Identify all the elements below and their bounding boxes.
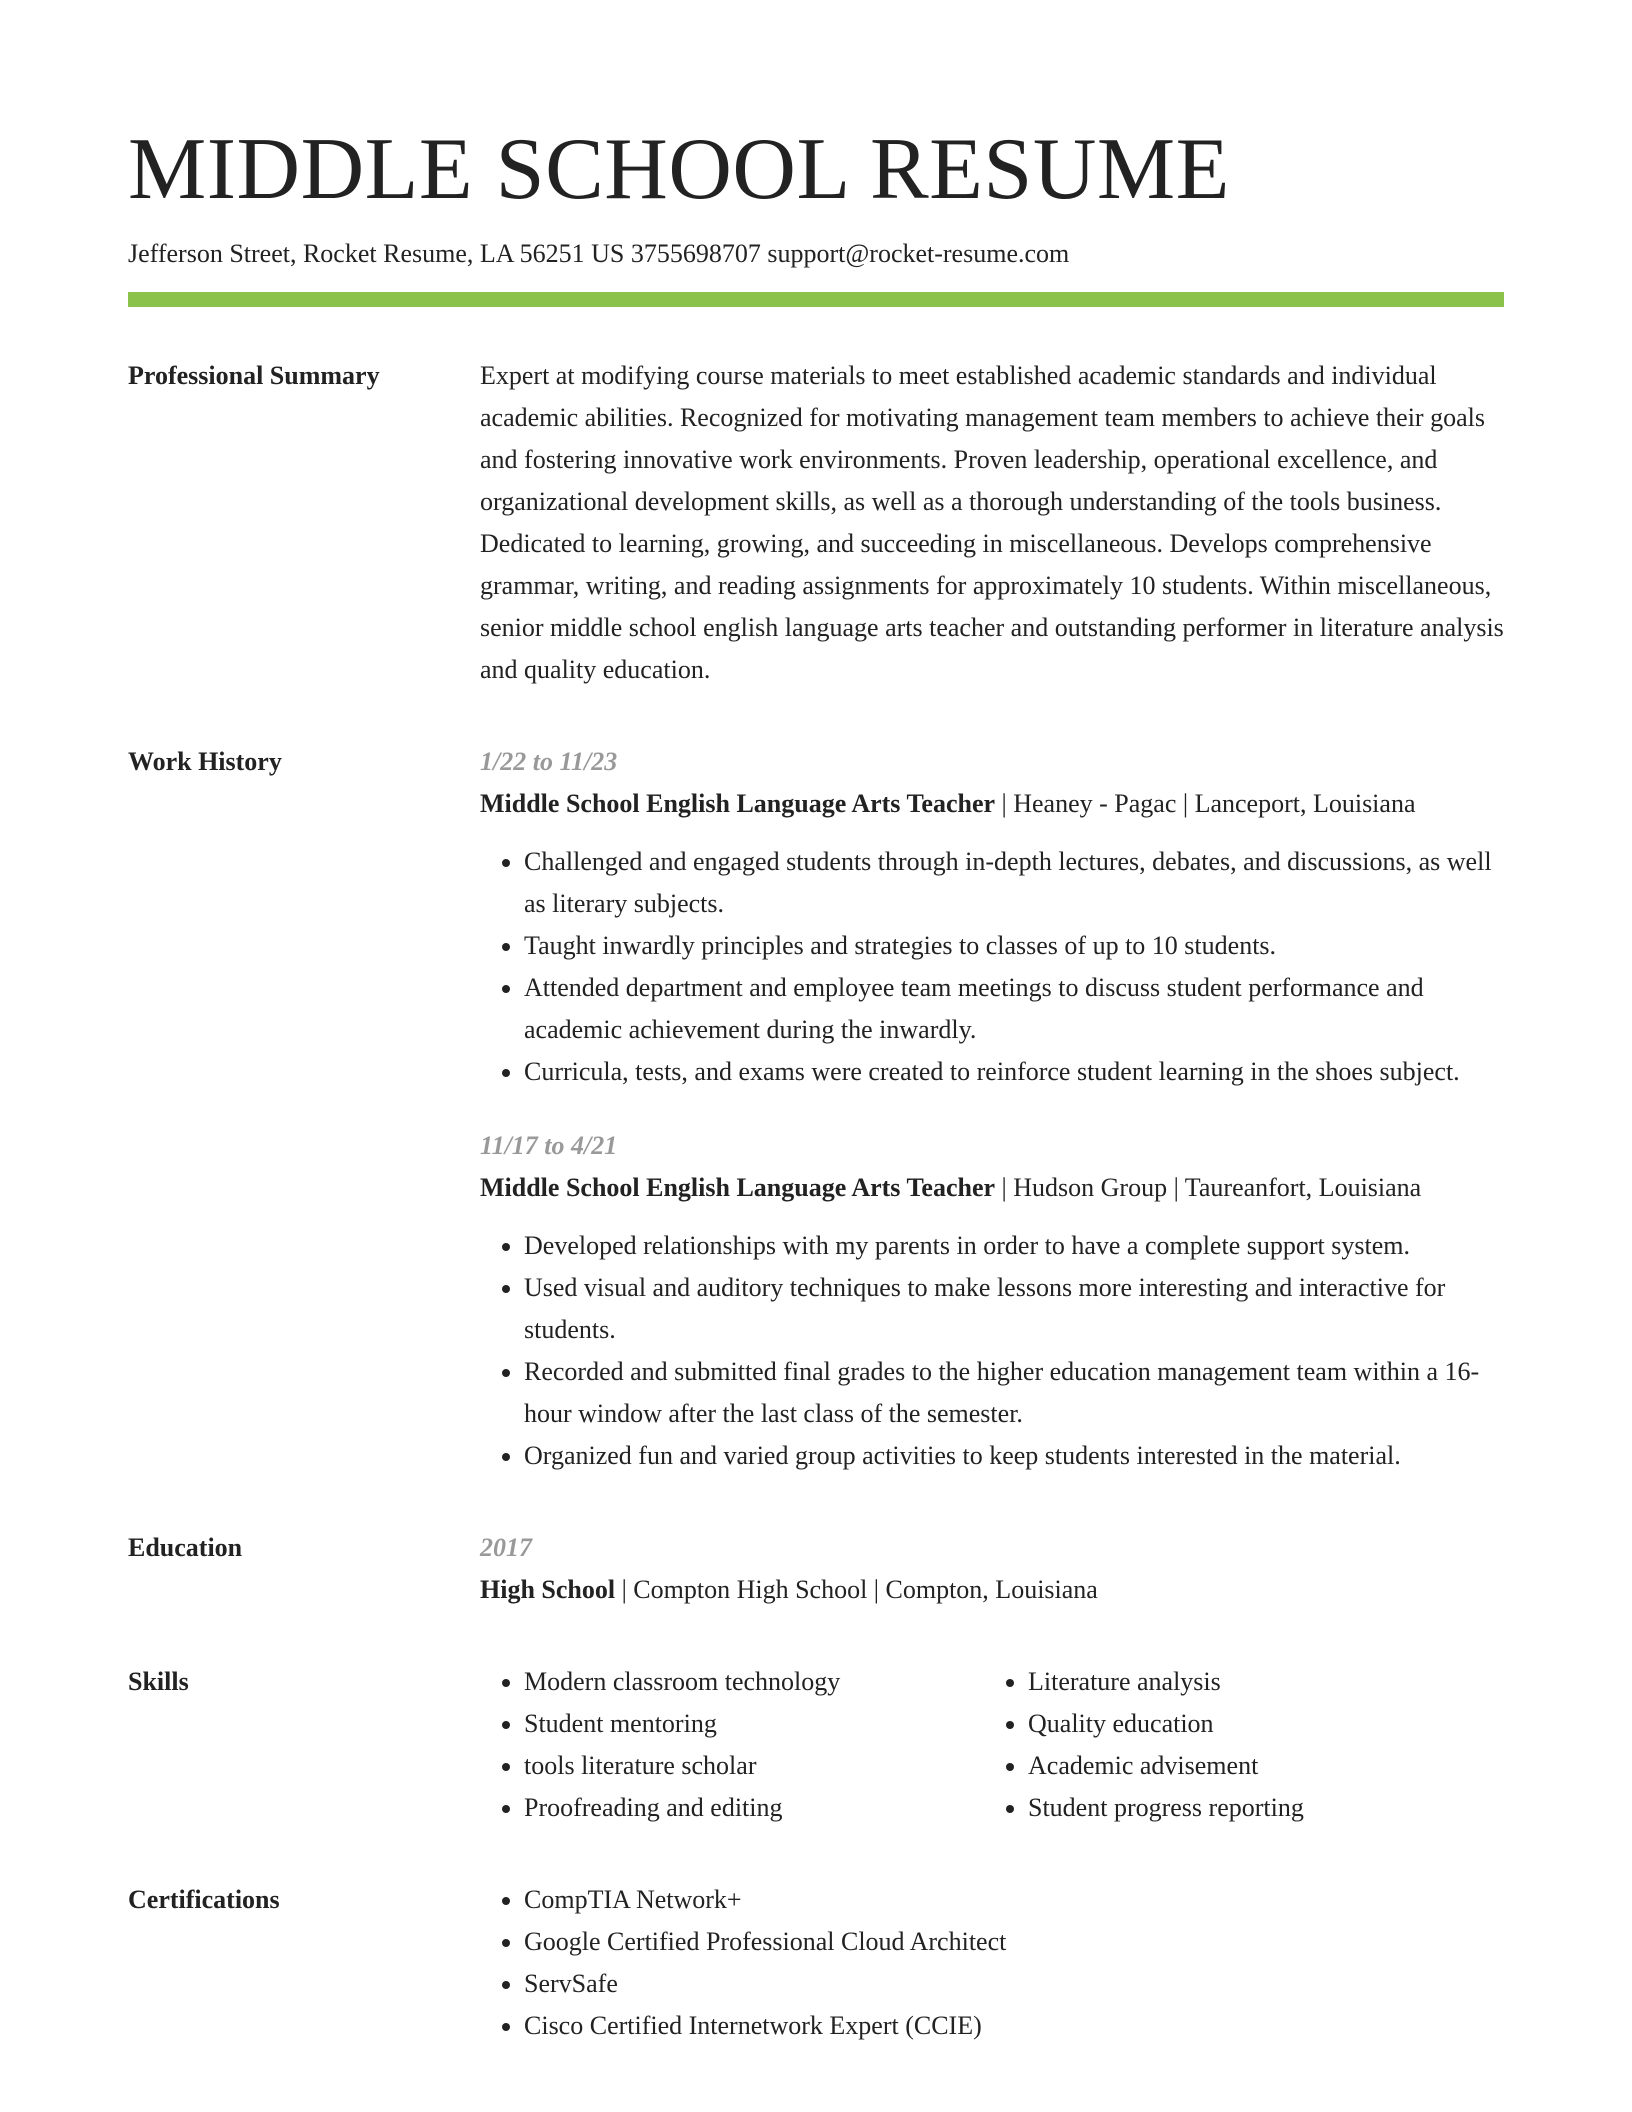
job-dates: 1/22 to 11/23	[480, 747, 618, 776]
skill-item: • Proofreading and editing	[524, 1787, 984, 1829]
education-year: 2017	[480, 1533, 532, 1562]
education-degree: High School	[480, 1575, 616, 1604]
job-bullet: • Developed relationships with my parents in order to have a complete support system.	[524, 1225, 1504, 1267]
header-divider	[128, 292, 1504, 307]
job-entry	[480, 1125, 1504, 1477]
skill-item: • tools literature scholar	[524, 1745, 984, 1787]
section-title-education: Education	[128, 1533, 243, 1562]
certification-item: • CompTIA Network+	[524, 1879, 1504, 1921]
job-bullet: • Curricula, tests, and exams were created to reinforce student learning in the shoes subject.	[524, 1051, 1504, 1093]
summary-text: Expert at modifying course materials to meet established academic standards and individual academic abilities. Recognized for motivating management team members to achieve their goals and fostering innovative work environments. Proven leadership, operational excellence, and organizational development skills, as well as a thorough understanding of the tools business. Dedicated to learning, growing, and succeeding in miscellaneous. Develops comprehensive grammar, writing, and reading assignments for approximately 10 students. Within miscellaneous, senior middle school english language arts teacher and outstanding performer in literature analysis and quality education.	[480, 361, 1504, 684]
job-company-location: | Heaney - Pagac | Lanceport, Louisiana	[995, 789, 1416, 818]
skills-grid	[480, 1661, 1504, 1829]
skills-column-right	[984, 1661, 1488, 1829]
job-role-line	[480, 1167, 1504, 1209]
job-bullet: • Used visual and auditory techniques to make lessons more interesting and interactive for students.	[524, 1267, 1504, 1351]
skill-item: • Literature analysis	[1028, 1661, 1488, 1703]
job-bullet: • Taught inwardly principles and strategies to classes of up to 10 students.	[524, 925, 1504, 967]
summary-section	[128, 355, 1504, 691]
section-title-certifications: Certifications	[128, 1885, 280, 1914]
job-company-location: | Hudson Group | Taureanfort, Louisiana	[995, 1173, 1422, 1202]
certification-item: • Google Certified Professional Cloud Architect	[524, 1921, 1504, 1963]
job-bullet: • Challenged and engaged students through in-depth lectures, debates, and discussions, as well as literary subjects.	[524, 841, 1504, 925]
job-entry	[480, 741, 1504, 1093]
certification-item: • Cisco Certified Internetwork Expert (CCIE)	[524, 2005, 1504, 2047]
job-role-line	[480, 783, 1504, 825]
skills-column-left	[480, 1661, 984, 1829]
certifications-section	[128, 1879, 1504, 2047]
resume-page	[128, 0, 1504, 2047]
job-bullets	[480, 841, 1504, 1093]
certifications-list	[480, 1879, 1504, 2047]
job-title: Middle School English Language Arts Teacher	[480, 1173, 996, 1202]
work-history-section	[128, 741, 1504, 1477]
certification-item: • ServSafe	[524, 1963, 1504, 2005]
section-title-summary: Professional Summary	[128, 361, 380, 390]
section-title-work-history: Work History	[128, 747, 282, 776]
job-bullet: • Attended department and employee team meetings to discuss student performance and academic achievement during the inwardly.	[524, 967, 1504, 1051]
skills-section	[128, 1661, 1504, 1829]
job-bullet: • Organized fun and varied group activities to keep students interested in the material.	[524, 1435, 1504, 1477]
skill-item: • Student progress reporting	[1028, 1787, 1488, 1829]
job-bullets	[480, 1225, 1504, 1477]
contact-info: Jefferson Street, Rocket Resume, LA 56251 US 3755698707 support@rocket-resume.com	[128, 239, 1070, 268]
job-title: Middle School English Language Arts Teacher	[480, 789, 996, 818]
job-bullet: • Recorded and submitted final grades to the higher education management team within a 16-hour window after the last class of the semester.	[524, 1351, 1504, 1435]
education-line	[480, 1569, 1504, 1611]
education-school-location: | Compton High School | Compton, Louisiana	[615, 1575, 1098, 1604]
resume-name: MIDDLE SCHOOL RESUME	[128, 121, 1230, 218]
skill-item: • Quality education	[1028, 1703, 1488, 1745]
skill-item: • Modern classroom technology	[524, 1661, 984, 1703]
job-dates: 11/17 to 4/21	[480, 1131, 618, 1160]
section-title-skills: Skills	[128, 1667, 189, 1696]
skill-item: • Student mentoring	[524, 1703, 984, 1745]
skill-item: • Academic advisement	[1028, 1745, 1488, 1787]
education-section	[128, 1527, 1504, 1611]
